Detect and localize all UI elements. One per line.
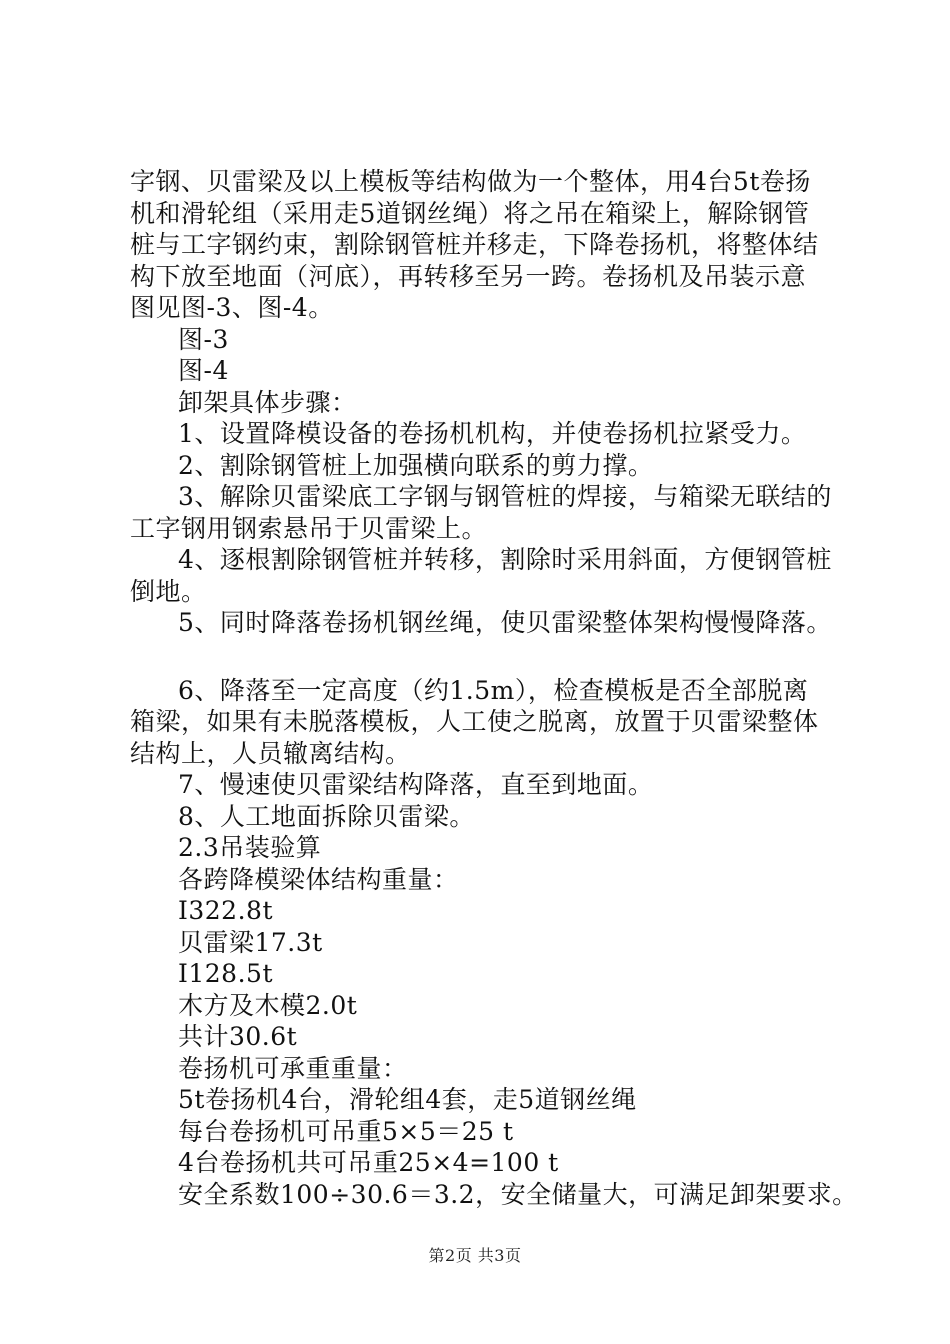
calc-line: 卷扬机可承重重量： xyxy=(178,1053,408,1083)
step-item: 1、设置降模设备的卷扬机机构，并使卷扬机拉紧受力。 xyxy=(178,419,807,448)
calc-line: 4台卷扬机共可吊重25×4=100 t xyxy=(178,1148,559,1177)
paragraph-line: 构下放至地面（河底），再转移至另一跨。卷扬机及吊装示意 xyxy=(130,261,807,291)
step-item-continuation: 箱梁，如果有未脱落模板，人工使之脱离，放置于贝雷梁整体 xyxy=(130,707,819,736)
document-body xyxy=(130,166,858,1210)
paragraph-line: 字钢、贝雷梁及以上模板等结构做为一个整体，用4台5t卷扬 xyxy=(130,167,811,196)
blank-line xyxy=(130,639,842,675)
step-item: 8、人工地面拆除贝雷梁。 xyxy=(178,801,475,831)
calc-line: Ⅰ128.5t xyxy=(178,959,273,988)
paragraph-line: 桩与工字钢约束，割除钢管桩并移走，下降卷扬机，将整体结 xyxy=(130,230,819,259)
step-item-continuation: 结构上，人员辙离结构。 xyxy=(130,738,411,768)
calc-line: 贝雷梁17.3t xyxy=(178,927,323,957)
step-item: 7、慢速使贝雷梁结构降落，直至到地面。 xyxy=(178,770,654,799)
calc-line: 安全系数100÷30.6＝3.2，安全储量大，可满足卸架要求。 xyxy=(178,1179,858,1209)
step-item: 4、逐根割除钢管桩并转移，割除时采用斜面，方便钢管桩 xyxy=(178,545,832,574)
calc-line: 共计30.6t xyxy=(178,1022,298,1051)
section-heading: 卸架具体步骤： xyxy=(178,387,357,417)
step-item: 3、解除贝雷梁底工字钢与钢管桩的焊接，与箱梁无联结的 xyxy=(178,482,832,511)
calc-line: Ⅰ322.8t xyxy=(178,896,273,925)
figure-caption: 图-3 xyxy=(178,324,229,354)
step-item-continuation: 倒地。 xyxy=(130,576,207,606)
paragraph-line: 机和滑轮组（采用走5道钢丝绳）将之吊在箱梁上，解除钢管 xyxy=(130,198,810,228)
step-item: 5、同时降落卷扬机钢丝绳，使贝雷梁整体架构慢慢降落。 xyxy=(178,608,832,637)
section-heading: 2.3吊装验算 xyxy=(178,833,322,862)
paragraph-line: 图见图-3、图-4。 xyxy=(130,293,334,322)
calc-line: 木方及木模2.0t xyxy=(178,990,358,1020)
step-item: 2、割除钢管桩上加强横向联系的剪力撑。 xyxy=(178,450,654,480)
page-number-footer: 第2页 共3页 xyxy=(428,1246,522,1265)
calc-line: 5t卷扬机4台，滑轮组4套，走5道钢丝绳 xyxy=(178,1085,637,1114)
step-item-continuation: 工字钢用钢索悬吊于贝雷梁上。 xyxy=(130,513,488,543)
figure-caption: 图-4 xyxy=(178,356,229,385)
calc-line: 各跨降模梁体结构重量： xyxy=(178,864,459,894)
step-item: 6、降落至一定高度（约1.5m），检查模板是否全部脱离 xyxy=(178,675,809,705)
calc-line: 每台卷扬机可吊重5×5＝25 t xyxy=(178,1116,514,1146)
